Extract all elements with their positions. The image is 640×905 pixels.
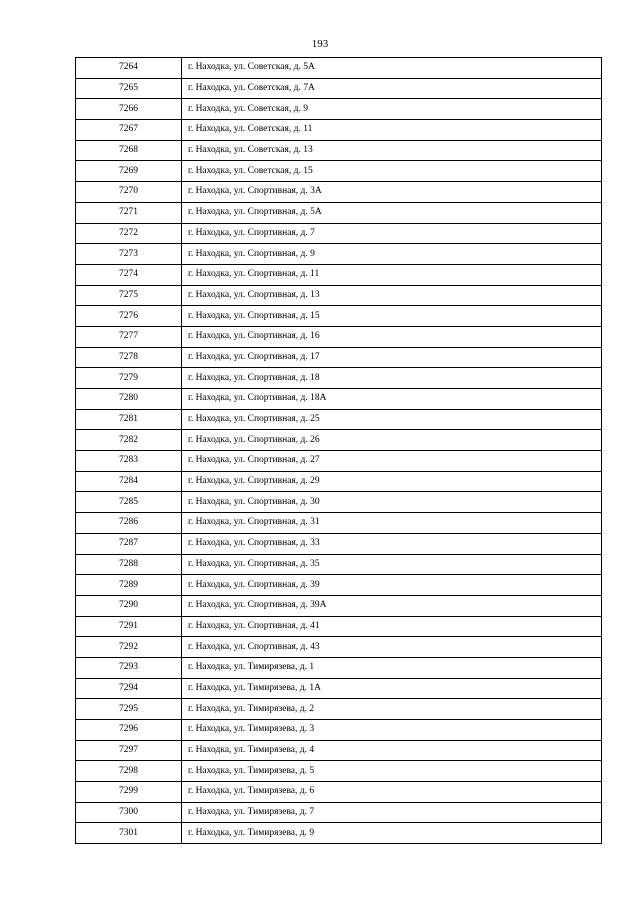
- row-number-cell: 7284: [76, 471, 182, 492]
- row-number-cell: 7270: [76, 182, 182, 203]
- table-row: [76, 223, 602, 244]
- table-row: [76, 492, 602, 513]
- table-row: [76, 823, 602, 844]
- table-row: [76, 161, 602, 182]
- address-cell: г. Находка, ул. Спортивная, д. 3А: [182, 182, 602, 203]
- row-number-cell: 7287: [76, 533, 182, 554]
- address-cell: г. Находка, ул. Спортивная, д. 11: [182, 264, 602, 285]
- row-number-cell: 7266: [76, 99, 182, 120]
- address-cell: г. Находка, ул. Тимирязева, д. 1А: [182, 678, 602, 699]
- row-number-cell: 7264: [76, 58, 182, 79]
- row-number-cell: 7271: [76, 202, 182, 223]
- row-number-cell: 7299: [76, 782, 182, 803]
- row-number-cell: 7273: [76, 244, 182, 265]
- table-row: [76, 471, 602, 492]
- address-cell: г. Находка, ул. Спортивная, д. 31: [182, 513, 602, 534]
- table-row: [76, 513, 602, 534]
- row-number-cell: 7298: [76, 761, 182, 782]
- address-cell: г. Находка, ул. Тимирязева, д. 7: [182, 802, 602, 823]
- table-row: [76, 326, 602, 347]
- row-number-cell: 7295: [76, 699, 182, 720]
- row-number-cell: 7278: [76, 347, 182, 368]
- address-cell: г. Находка, ул. Спортивная, д. 13: [182, 285, 602, 306]
- row-number-cell: 7275: [76, 285, 182, 306]
- address-cell: г. Находка, ул. Тимирязева, д. 1: [182, 657, 602, 678]
- address-cell: г. Находка, ул. Спортивная, д. 33: [182, 533, 602, 554]
- table-row: [76, 575, 602, 596]
- table-row: [76, 347, 602, 368]
- row-number-cell: 7290: [76, 595, 182, 616]
- table-row: [76, 430, 602, 451]
- table-row: [76, 368, 602, 389]
- row-number-cell: 7282: [76, 430, 182, 451]
- table-row: [76, 409, 602, 430]
- row-number-cell: 7285: [76, 492, 182, 513]
- table-row: [76, 657, 602, 678]
- address-cell: г. Находка, ул. Тимирязева, д. 3: [182, 720, 602, 741]
- table-row: [76, 678, 602, 699]
- address-cell: г. Находка, ул. Тимирязева, д. 2: [182, 699, 602, 720]
- row-number-cell: 7286: [76, 513, 182, 534]
- table-row: [76, 616, 602, 637]
- row-number-cell: 7274: [76, 264, 182, 285]
- table-row: [76, 140, 602, 161]
- table-row: [76, 782, 602, 803]
- row-number-cell: 7294: [76, 678, 182, 699]
- row-number-cell: 7291: [76, 616, 182, 637]
- address-cell: г. Находка, ул. Спортивная, д. 5А: [182, 202, 602, 223]
- address-cell: г. Находка, ул. Тимирязева, д. 4: [182, 740, 602, 761]
- table-row: [76, 264, 602, 285]
- row-number-cell: 7267: [76, 120, 182, 141]
- table-row: [76, 244, 602, 265]
- row-number-cell: 7296: [76, 720, 182, 741]
- table-row: [76, 99, 602, 120]
- row-number-cell: 7280: [76, 389, 182, 410]
- address-cell: г. Находка, ул. Советская, д. 11: [182, 120, 602, 141]
- row-number-cell: 7265: [76, 78, 182, 99]
- row-number-cell: 7297: [76, 740, 182, 761]
- address-cell: г. Находка, ул. Спортивная, д. 27: [182, 451, 602, 472]
- address-cell: г. Находка, ул. Советская, д. 13: [182, 140, 602, 161]
- row-number-cell: 7277: [76, 326, 182, 347]
- address-cell: г. Находка, ул. Спортивная, д. 39: [182, 575, 602, 596]
- address-cell: г. Находка, ул. Советская, д. 7А: [182, 78, 602, 99]
- table-row: [76, 306, 602, 327]
- page-number: 193: [311, 38, 329, 50]
- address-cell: г. Находка, ул. Спортивная, д. 35: [182, 554, 602, 575]
- address-cell: г. Находка, ул. Спортивная, д. 18: [182, 368, 602, 389]
- row-number-cell: 7279: [76, 368, 182, 389]
- address-table-body: [76, 58, 602, 844]
- address-cell: г. Находка, ул. Спортивная, д. 15: [182, 306, 602, 327]
- address-cell: г. Находка, ул. Тимирязева, д. 5: [182, 761, 602, 782]
- address-cell: г. Находка, ул. Спортивная, д. 9: [182, 244, 602, 265]
- row-number-cell: 7301: [76, 823, 182, 844]
- address-cell: г. Находка, ул. Спортивная, д. 7: [182, 223, 602, 244]
- address-cell: г. Находка, ул. Тимирязева, д. 9: [182, 823, 602, 844]
- address-cell: г. Находка, ул. Спортивная, д. 30: [182, 492, 602, 513]
- address-cell: г. Находка, ул. Спортивная, д. 17: [182, 347, 602, 368]
- address-cell: г. Находка, ул. Спортивная, д. 43: [182, 637, 602, 658]
- address-cell: г. Находка, ул. Спортивная, д. 41: [182, 616, 602, 637]
- address-cell: г. Находка, ул. Спортивная, д. 26: [182, 430, 602, 451]
- table-row: [76, 802, 602, 823]
- table-row: [76, 58, 602, 79]
- address-cell: г. Находка, ул. Спортивная, д. 18А: [182, 389, 602, 410]
- row-number-cell: 7269: [76, 161, 182, 182]
- table-row: [76, 595, 602, 616]
- table-row: [76, 120, 602, 141]
- row-number-cell: 7283: [76, 451, 182, 472]
- table-row: [76, 285, 602, 306]
- address-cell: г. Находка, ул. Тимирязева, д. 6: [182, 782, 602, 803]
- row-number-cell: 7268: [76, 140, 182, 161]
- table-row: [76, 451, 602, 472]
- row-number-cell: 7289: [76, 575, 182, 596]
- address-cell: г. Находка, ул. Советская, д. 15: [182, 161, 602, 182]
- address-cell: г. Находка, ул. Спортивная, д. 16: [182, 326, 602, 347]
- table-row: [76, 720, 602, 741]
- table-row: [76, 637, 602, 658]
- table-row: [76, 78, 602, 99]
- address-table: [75, 57, 602, 844]
- address-cell: г. Находка, ул. Спортивная, д. 29: [182, 471, 602, 492]
- address-cell: г. Находка, ул. Советская, д. 5А: [182, 58, 602, 79]
- row-number-cell: 7293: [76, 657, 182, 678]
- table-row: [76, 554, 602, 575]
- address-cell: г. Находка, ул. Спортивная, д. 25: [182, 409, 602, 430]
- table-row: [76, 182, 602, 203]
- row-number-cell: 7281: [76, 409, 182, 430]
- row-number-cell: 7272: [76, 223, 182, 244]
- row-number-cell: 7288: [76, 554, 182, 575]
- table-row: [76, 699, 602, 720]
- table-row: [76, 202, 602, 223]
- row-number-cell: 7292: [76, 637, 182, 658]
- table-row: [76, 761, 602, 782]
- row-number-cell: 7300: [76, 802, 182, 823]
- table-row: [76, 389, 602, 410]
- address-cell: г. Находка, ул. Советская, д. 9: [182, 99, 602, 120]
- row-number-cell: 7276: [76, 306, 182, 327]
- table-row: [76, 740, 602, 761]
- table-row: [76, 533, 602, 554]
- address-cell: г. Находка, ул. Спортивная, д. 39А: [182, 595, 602, 616]
